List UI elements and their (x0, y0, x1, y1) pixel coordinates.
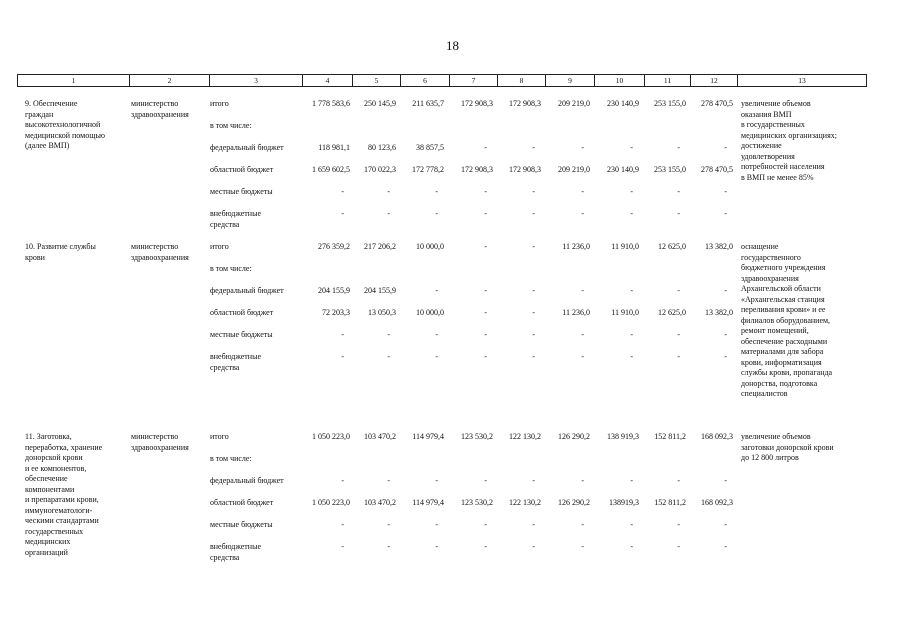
expected-result-line: в ВМП не менее 85% (741, 172, 814, 182)
budget-value: 11 910,0 (611, 242, 639, 251)
budget-value: - (581, 330, 584, 339)
header-col-13: 13 (798, 76, 806, 85)
executor-line: здравоохранения (131, 442, 189, 452)
budget-value: 217 206,2 (364, 242, 396, 251)
budget-value: - (484, 520, 487, 529)
budget-value: - (484, 308, 487, 317)
budget-value: 253 155,0 (654, 99, 686, 108)
budget-value: - (630, 542, 633, 551)
budget-value: 172 908,3 (461, 165, 493, 174)
table-header-row (17, 74, 867, 87)
budget-value: 103 470,2 (364, 432, 396, 441)
budget-value: 172 778,2 (412, 165, 444, 174)
budget-value: - (532, 542, 535, 551)
budget-value: - (484, 476, 487, 485)
budget-value: - (387, 352, 390, 361)
budget-value: 13 382,0 (705, 242, 733, 251)
funding-source-label: итого (210, 242, 229, 251)
expected-result-line: заготовки донорской крови (741, 442, 834, 452)
executor-line: министерство (131, 99, 179, 108)
budget-value: - (581, 286, 584, 295)
measure-name-line: донорской крови (25, 453, 83, 462)
funding-source-label: в том числе: (210, 454, 252, 463)
measure-name-line: медицинских (25, 537, 71, 546)
budget-value: - (435, 476, 438, 485)
budget-value: 114 979,4 (412, 498, 444, 507)
funding-source-label: местные бюджеты (210, 187, 273, 196)
expected-result-line: переливания крови» и ее (741, 305, 826, 314)
budget-value: 114 979,4 (412, 432, 444, 441)
expected-result-line: здравоохранения (741, 273, 799, 283)
page-number: 18 (446, 38, 459, 53)
budget-value: - (532, 209, 535, 218)
budget-value: - (387, 520, 390, 529)
budget-value: - (341, 542, 344, 551)
measure-name-line: 10. Развитие службы (25, 242, 96, 251)
expected-result-line: Архангельской области (741, 284, 821, 293)
expected-result-line: медицинских организациях; (741, 130, 837, 140)
budget-value: 278 470,5 (701, 165, 733, 174)
expected-result-line: до 12 800 литров (741, 453, 799, 462)
measure-name-line: компонентами (25, 484, 75, 494)
budget-value: - (341, 352, 344, 361)
budget-value: - (677, 520, 680, 529)
measure-name-line: (далее ВМП) (25, 141, 70, 150)
executor-line: здравоохранения (131, 109, 189, 119)
budget-value: 10 000,0 (416, 308, 444, 317)
budget-value: - (677, 209, 680, 218)
funding-source-label: средства (210, 219, 240, 229)
measure-name-line: ческими стандартами (25, 516, 99, 525)
header-col-3: 3 (210, 75, 303, 86)
funding-source-label: внебюджетные (210, 542, 261, 551)
budget-value: - (484, 542, 487, 551)
expected-result-line: достижение (741, 141, 782, 150)
expected-result-line: донорства, подготовка (741, 378, 818, 388)
header-col-4: 4 (303, 75, 353, 86)
budget-value: 1 659 602,5 (312, 165, 350, 174)
budget-value: 12 625,0 (658, 308, 686, 317)
measure-name-line: граждан (25, 109, 54, 119)
budget-value: 38 857,5 (416, 143, 444, 152)
funding-source-label: итого (210, 99, 229, 108)
budget-value: 123 530,2 (461, 498, 493, 507)
budget-value: - (677, 330, 680, 339)
executor-line: министерство (131, 432, 179, 441)
budget-value: - (532, 330, 535, 339)
budget-value: 276 359,2 (318, 242, 350, 251)
budget-value: 168 092,3 (701, 498, 733, 507)
budget-value: - (532, 520, 535, 529)
budget-value: 209 219,0 (558, 165, 590, 174)
expected-result-line: «Архангельская станция (741, 294, 825, 304)
funding-source-label: внебюджетные (210, 209, 261, 218)
budget-value: 13 382,0 (705, 308, 733, 317)
budget-value: - (435, 352, 438, 361)
budget-value: - (435, 542, 438, 551)
header-col-9: 9 (546, 75, 595, 86)
header-col-10: 10 (595, 75, 645, 86)
budget-value: - (581, 520, 584, 529)
measure-name-line: 11. Заготовка, (25, 432, 72, 441)
budget-value: - (581, 352, 584, 361)
budget-value: 122 130,2 (509, 498, 541, 507)
budget-value: - (341, 330, 344, 339)
budget-value: 211 635,7 (412, 99, 444, 108)
budget-value: 278 470,5 (701, 99, 733, 108)
expected-result-line: службы крови, пропаганда (741, 368, 833, 377)
budget-value: 172 908,3 (509, 165, 541, 174)
budget-value: - (341, 520, 344, 529)
budget-value: 230 140,9 (607, 165, 639, 174)
expected-result-line: оснащение (741, 242, 779, 251)
budget-value: - (724, 352, 727, 361)
funding-source-label: средства (210, 362, 240, 372)
budget-value: 204 155,9 (318, 286, 350, 295)
expected-result-line: филиалов оборудованием, (741, 315, 831, 325)
budget-value: 10 000,0 (416, 242, 444, 251)
measure-name-line: обеспечение (25, 474, 68, 483)
budget-value: - (630, 352, 633, 361)
header-col-7: 7 (450, 75, 498, 86)
budget-value: 250 145,9 (364, 99, 396, 108)
budget-value: - (630, 476, 633, 485)
funding-source-label: федеральный бюджет (210, 476, 284, 485)
budget-value: - (677, 352, 680, 361)
expected-result-line: увеличение объемов (741, 432, 811, 441)
measure-name-line: 9. Обеспечение (25, 99, 78, 108)
budget-value: - (435, 209, 438, 218)
header-col-5: 5 (353, 75, 401, 86)
header-col-8: 8 (498, 75, 546, 86)
budget-value: - (387, 542, 390, 551)
budget-value: 103 470,2 (364, 498, 396, 507)
expected-result-line: крови, информатизация (741, 357, 822, 367)
expected-result-line: удовлетворения (741, 151, 795, 161)
funding-source-label: итого (210, 432, 229, 441)
budget-value: - (677, 542, 680, 551)
budget-value: 126 290,2 (558, 498, 590, 507)
expected-result-line: увеличение объемов (741, 99, 811, 108)
header-col-11: 11 (645, 75, 691, 86)
budget-value: - (630, 286, 633, 295)
budget-value: - (581, 143, 584, 152)
budget-value: - (724, 542, 727, 551)
funding-source-label: областной бюджет (210, 308, 274, 317)
budget-value: 126 290,2 (558, 432, 590, 441)
budget-value: - (724, 187, 727, 196)
measure-name-line: медицинской помощью (25, 130, 105, 140)
funding-source-label: областной бюджет (210, 165, 274, 174)
budget-value: - (387, 187, 390, 196)
budget-value: 11 236,0 (562, 242, 590, 251)
budget-value: 152 811,2 (654, 432, 686, 441)
budget-value: 11 236,0 (562, 308, 590, 317)
budget-value: - (630, 520, 633, 529)
budget-value: - (387, 330, 390, 339)
measure-name-line: переработка, хранение (25, 442, 103, 452)
header-col-2: 2 (130, 75, 210, 86)
measure-name-line: и препаратами крови, (25, 495, 99, 504)
expected-result-line: государственного (741, 252, 801, 262)
budget-value: - (724, 520, 727, 529)
funding-source-label: внебюджетные (210, 352, 261, 361)
budget-value: - (677, 476, 680, 485)
expected-result-line: обеспечение расходными (741, 336, 828, 346)
budget-value: 80 123,6 (368, 143, 396, 152)
budget-value: - (581, 542, 584, 551)
budget-value: - (341, 187, 344, 196)
budget-value: - (484, 209, 487, 218)
budget-value: - (677, 143, 680, 152)
budget-value: - (581, 187, 584, 196)
budget-value: - (532, 143, 535, 152)
budget-value: 122 130,2 (509, 432, 541, 441)
funding-source-label: федеральный бюджет (210, 143, 284, 152)
expected-result-line: материалами для забора (741, 347, 824, 356)
budget-value: - (724, 286, 727, 295)
expected-result-line: потребностей населения (741, 162, 825, 171)
budget-value: 118 981,1 (318, 143, 350, 152)
budget-value: - (630, 143, 633, 152)
budget-value: - (724, 330, 727, 339)
budget-value: 13 050,3 (368, 308, 396, 317)
budget-value: 172 908,3 (509, 99, 541, 108)
measure-name-line: крови (25, 252, 45, 262)
budget-value: - (724, 209, 727, 218)
budget-value: 72 203,3 (322, 308, 350, 317)
budget-value: 172 908,3 (461, 99, 493, 108)
budget-value: 152 811,2 (654, 498, 686, 507)
budget-value: 11 910,0 (611, 308, 639, 317)
funding-source-label: федеральный бюджет (210, 286, 284, 295)
budget-value: 138 919,3 (607, 432, 639, 441)
funding-source-label: областной бюджет (210, 498, 274, 507)
measure-name-line: высокотехнологичной (25, 120, 101, 129)
budget-value: - (677, 286, 680, 295)
header-col-6: 6 (401, 75, 450, 86)
budget-value: - (532, 286, 535, 295)
budget-value: - (435, 286, 438, 295)
expected-result-line: ремонт помещений, (741, 326, 809, 335)
measure-name-line: и ее компонентов, (25, 463, 87, 473)
budget-value: - (341, 209, 344, 218)
budget-value: 123 530,2 (461, 432, 493, 441)
funding-source-label: местные бюджеты (210, 330, 273, 339)
budget-value: - (532, 476, 535, 485)
budget-value: - (677, 187, 680, 196)
budget-value: - (532, 352, 535, 361)
executor-line: министерство (131, 242, 179, 251)
budget-value: 253 155,0 (654, 165, 686, 174)
budget-value: - (532, 187, 535, 196)
budget-value: - (484, 187, 487, 196)
budget-value: 1 050 223,0 (312, 432, 350, 441)
budget-value: 209 219,0 (558, 99, 590, 108)
budget-value: - (532, 308, 535, 317)
header-col-12: 12 (691, 75, 738, 86)
measure-name-line: организаций (25, 547, 68, 557)
budget-value: 12 625,0 (658, 242, 686, 251)
budget-value: - (435, 520, 438, 529)
budget-value: - (484, 242, 487, 251)
budget-value: - (630, 330, 633, 339)
budget-value: - (484, 143, 487, 152)
budget-value: - (341, 476, 344, 485)
budget-value: - (484, 352, 487, 361)
budget-value: - (387, 476, 390, 485)
budget-value: 230 140,9 (607, 99, 639, 108)
expected-result-line: специалистов (741, 389, 788, 398)
budget-value: - (630, 187, 633, 196)
budget-value: 170 022,3 (364, 165, 396, 174)
measure-name-line: государственных (25, 526, 84, 536)
budget-value: 168 092,3 (701, 432, 733, 441)
budget-value: 1 778 583,6 (312, 99, 350, 108)
measure-name-line: иммуногематологи- (25, 505, 93, 515)
executor-line: здравоохранения (131, 252, 189, 262)
budget-value: - (581, 209, 584, 218)
budget-value: - (724, 476, 727, 485)
funding-source-label: в том числе: (210, 264, 252, 273)
budget-value: 204 155,9 (364, 286, 396, 295)
budget-value: - (435, 187, 438, 196)
expected-result-line: оказания ВМП (741, 109, 792, 119)
budget-value: - (484, 330, 487, 339)
expected-result-line: в государственных (741, 120, 805, 129)
header-col-1: 1 (18, 75, 130, 86)
expected-result-line: бюджетного учреждения (741, 263, 826, 272)
budget-value: - (630, 209, 633, 218)
budget-value: - (581, 476, 584, 485)
budget-value: - (435, 330, 438, 339)
funding-source-label: в том числе: (210, 121, 252, 130)
funding-source-label: средства (210, 552, 240, 562)
budget-value: 1 050 223,0 (312, 498, 350, 507)
budget-value: - (484, 286, 487, 295)
budget-value: - (724, 143, 727, 152)
budget-value: 138919,3 (609, 498, 639, 507)
funding-source-label: местные бюджеты (210, 520, 273, 529)
budget-value: - (532, 242, 535, 251)
budget-value: - (387, 209, 390, 218)
